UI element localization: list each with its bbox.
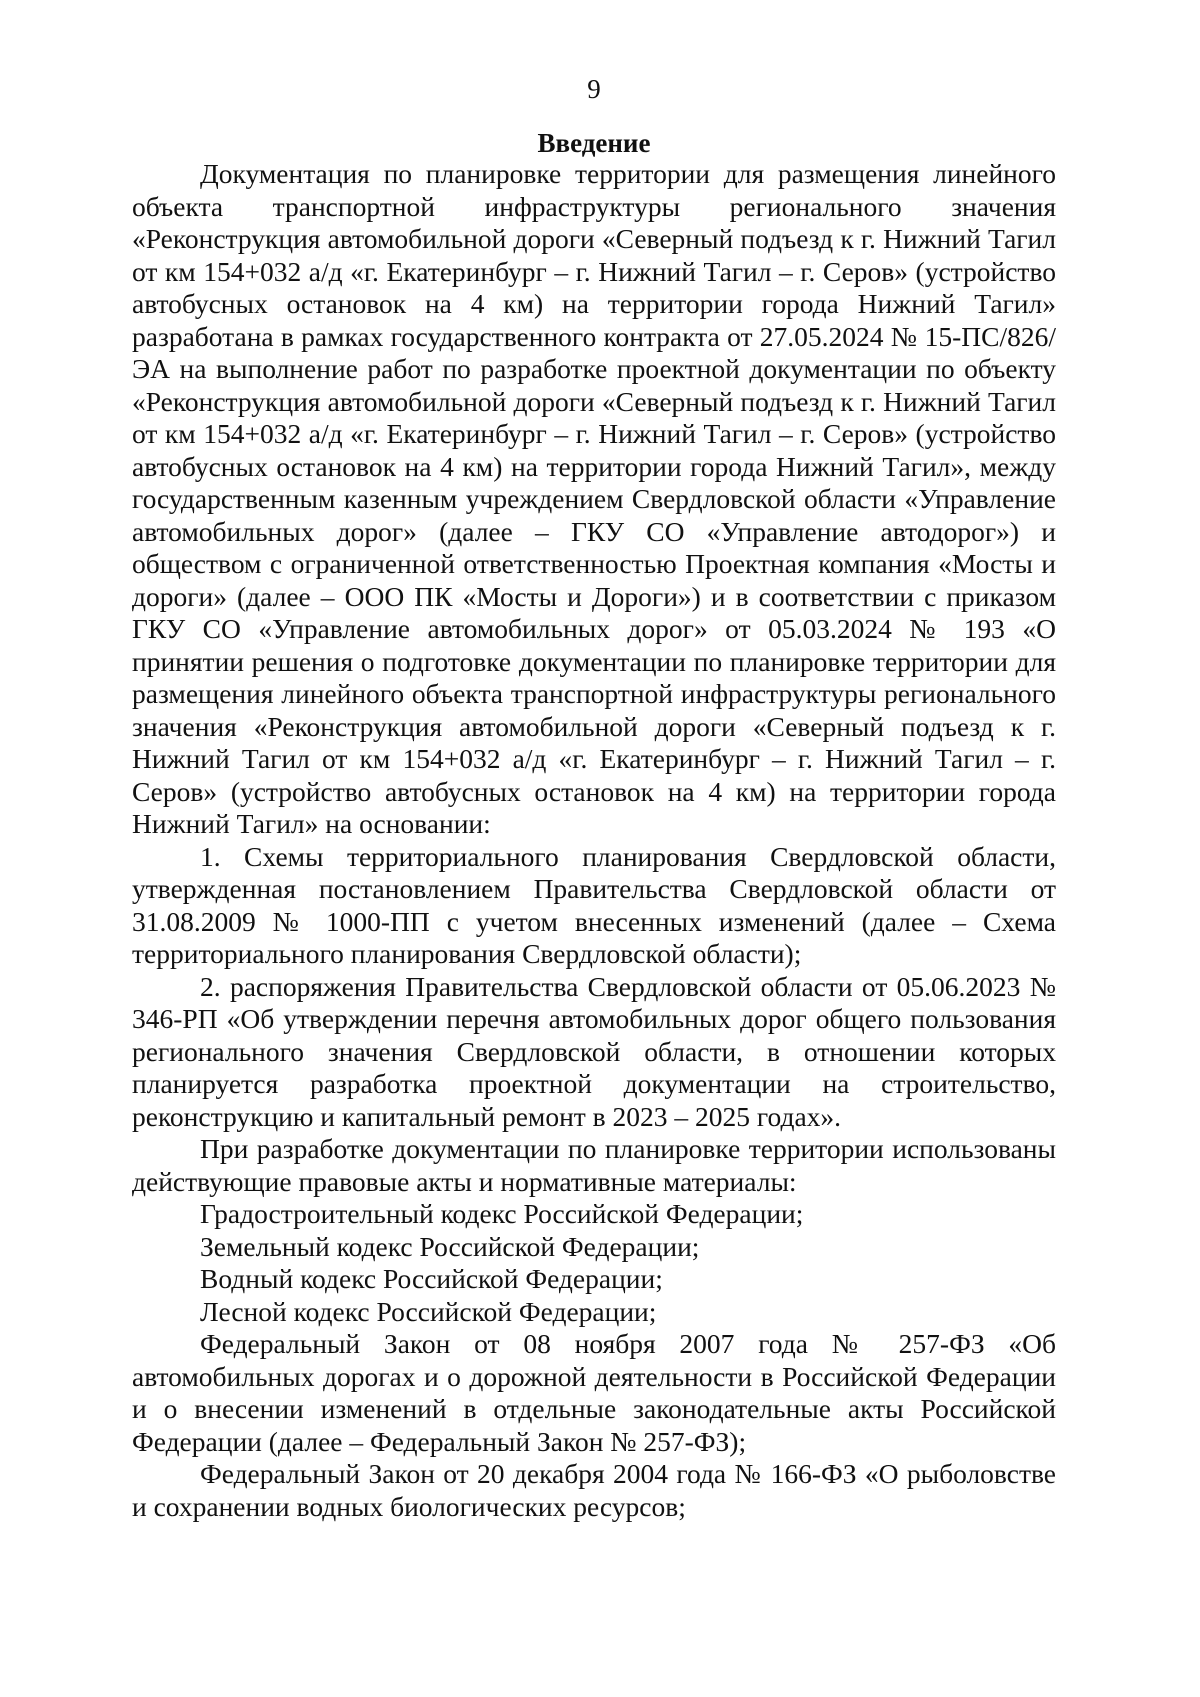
- page-number: 9: [587, 74, 601, 104]
- regulation-land-code: Земельный кодекс Российской Федерации;: [200, 1230, 700, 1262]
- regulation-federal-law-257: Федеральный Закон от 08 ноября 2007 года № 257-ФЗ «Об автомобильных дорогах и о дорожной деятельности в Российской Федерации и о внесении изменений в отдельные законодательные акты Российской Федерации (далее – Федеральный Закон № 257-ФЗ);: [132, 1328, 1056, 1457]
- basis-item-1: 1. Схемы территориального планирования Свердловской области, утвержденная постановлением Правительства Свердловской области от 31.08.2009 № 1000-ПП с учетом внесенных изменений (далее – Схема территориального планирования Свердловской области);: [132, 840, 1056, 969]
- regulation-forest-code: Лесной кодекс Российской Федерации;: [200, 1295, 657, 1327]
- regulation-urban-planning-code: Градостроительный кодекс Российской Федерации;: [200, 1198, 804, 1229]
- regulations-intro: При разработке документации по планировке территории использованы действующие правовые акты и нормативные материалы:: [132, 1133, 1056, 1197]
- regulation-federal-law-166: Федеральный Закон от 20 декабря 2004 года № 166-ФЗ «О рыболовстве и сохранении водных биологических ресурсов;: [132, 1458, 1056, 1522]
- intro-paragraph: Документация по планировке территории для размещения линейного объекта транспортной инфраструктуры регионального значения «Реконструкция автомобильной дороги «Северный подъезд к г. Нижний Тагил от км 154+032 а/д «г. Екатеринбург – г. Нижний Тагил – г. Серов» (устройство автобусных остановок на 4 км) на территории города Нижний Тагил» разработана в рамках государственного контракта от 27.05.2024 № 15-ПС/826/ЭА на выполнение работ по разработке проектной документации по объекту «Реконструкция автомобильной дороги «Северный подъезд к г. Нижний Тагил от км 154+032 а/д «г. Екатеринбург – г. Нижний Тагил – г. Серов» (устройство автобусных остановок на 4 км) на территории города Нижний Тагил», между государственным казенным учреждением Свердловской области «Управление автомобильных дорог» (далее – ГКУ СО «Управление автодорог») и обществом с ограниченной ответственностью Проектная компания «Мосты и дороги» (далее – ООО ПК «Мосты и Дороги») и в соответствии с приказом ГКУ СО «Управление автомобильных дорог» от 05.03.2024 № 193 «О принятии решения о подготовке документации по планировке территории для размещения линейного объекта транспортной инфраструктуры регионального значения «Реконструкция автомобильной дороги «Северный подъезд к г. Нижний Тагил от км 154+032 а/д «г. Екатеринбург – г. Нижний Тагил – г. Серов» (устройство автобусных остановок на 4 км) на территории города Нижний Тагил» на основании:: [132, 158, 1056, 839]
- basis-item-2: 2. распоряжения Правительства Свердловской области от 05.06.2023 № 346-РП «Об утверждении перечня автомобильных дорог общего пользования регионального значения Свердловской области, в отношении которых планируется разработка проектной документации на строительство, реконструкцию и капитальный ремонт в 2023 – 2025 годах».: [132, 970, 1056, 1132]
- regulation-water-code: Водный кодекс Российской Федерации;: [200, 1263, 663, 1294]
- document-body: [132, 158, 1056, 1523]
- section-heading: Введение: [537, 128, 651, 158]
